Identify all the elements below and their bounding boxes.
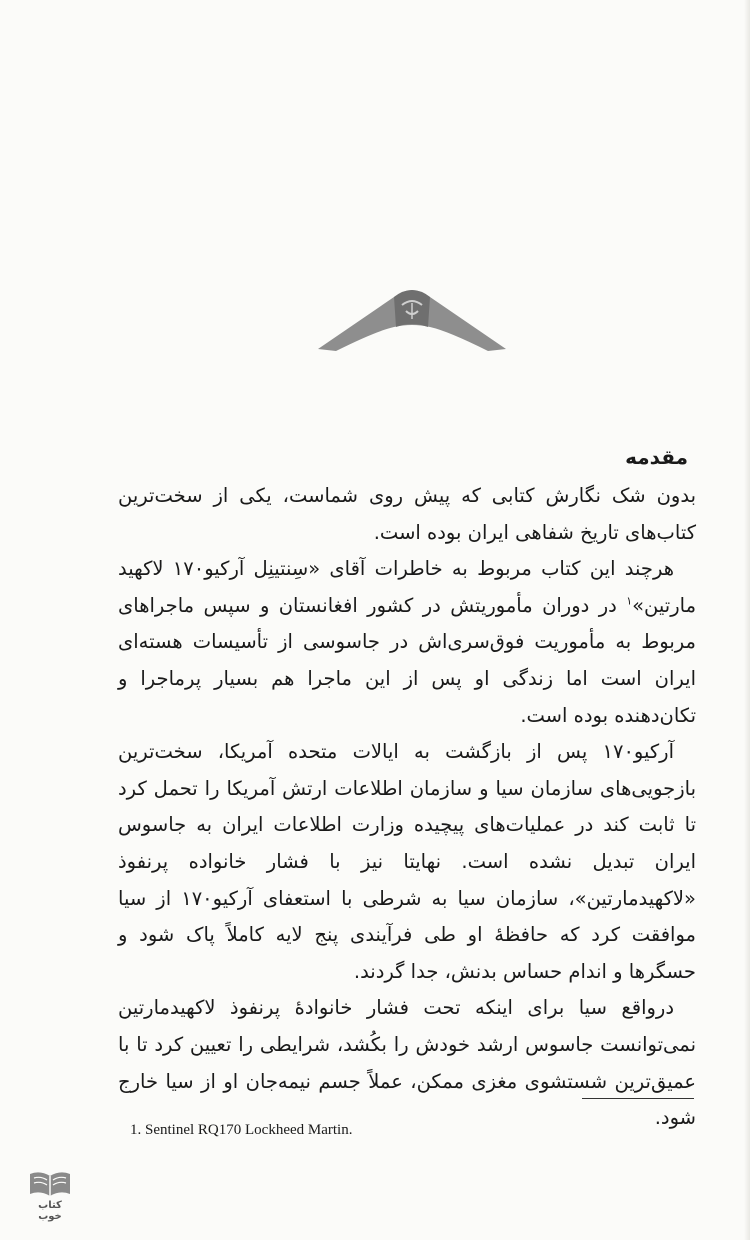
chapter-body — [118, 438, 696, 1137]
paragraph-3: آرکیو۱۷۰ پس از بازگشت به ایالات متحده آمریکا، سخت‌ترین بازجویی‌های سازمان سیا و سازمان اطلاعات ارتش آمریکا را تحمل کرد تا ثابت کند در عملیات‌های پیچیده وزارت اطلاعات ایران به جاسوس ایران تبدیل نشده است. نهایتا نیز با فشار خانواده پرنفوذ «لاکهیدمارتین»، سازمان سیا به شرطی با استعفای آرکیو۱۷۰ از سیا موافقت کرد که حافظهٔ او طی فرآیندی پنج لایه کاملاً پاک شود و حسگرها و اندام حساس بدنش، جدا گردند. — [118, 740, 696, 983]
paragraph-2-lead: هرچند این کتاب مربوط به خاطرات آقای «سِنتینِل آرکیو۱۷۰ لاکهید مارتین» — [118, 557, 697, 617]
paragraph-4: درواقع سیا برای اینکه تحت فشار خانوادهٔ پرنفوذ لاکهیدمارتین نمی‌توانست جاسوس ارشد خودش را بکُشد، شرایطی را تعیین کرد تا با عمیق‌ترین شستشوی مغزی ممکن، عملاً جسم نیمه‌جان او از سیا خارج شود. — [118, 996, 696, 1130]
publisher-name-1: کتاب — [38, 1200, 62, 1211]
paragraph-1: بدون شک نگارش کتابی که پیش روی شماست، یکی از سخت‌ترین کتاب‌های تاریخ شفاهی ایران بوده است. — [118, 484, 696, 544]
page-edge — [744, 0, 750, 1240]
paragraph-2-rest: در دوران مأموریتش در کشور افغانستان و سپس ماجراهای مربوط به مأموریت فوق‌سری‌اش در جاسوسی از تأسیسات هسته‌ای ایران است اما زندگی او پس از این ماجرا هم بسیار پرماجرا و تکان‌دهنده بوده است. — [118, 593, 696, 727]
chapter-heading: مقدمه — [625, 445, 688, 469]
footnote-marker: ۱ — [626, 594, 633, 608]
drone-emblem-icon — [318, 283, 506, 353]
open-book-icon — [28, 1168, 72, 1200]
publisher-name-2: خوب — [38, 1211, 62, 1222]
paragraph-2 — [118, 551, 696, 734]
footnote: 1. Sentinel RQ170 Lockheed Martin. — [130, 1122, 353, 1138]
publisher-logo — [22, 1168, 78, 1226]
handwritten-underline — [582, 1098, 694, 1099]
